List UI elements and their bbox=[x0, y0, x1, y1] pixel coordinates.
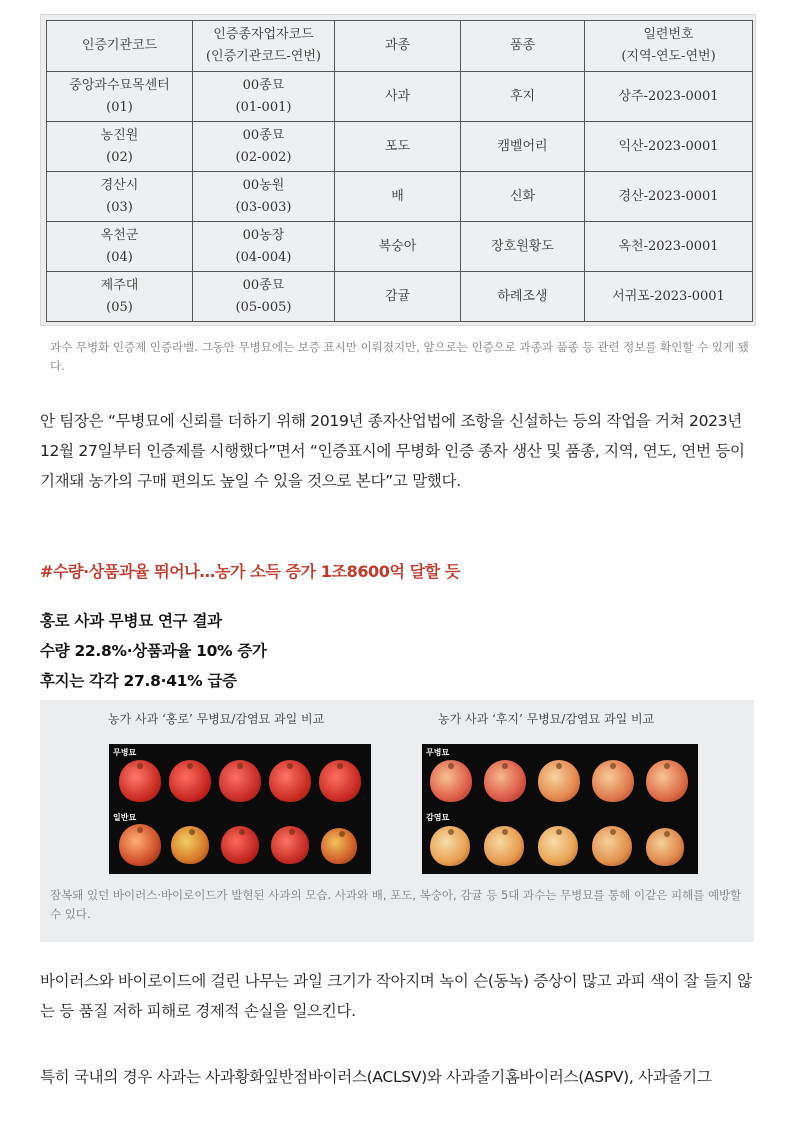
fuji-apple-photo bbox=[422, 744, 698, 874]
table-cell: 제주대 (05) bbox=[47, 272, 193, 322]
table-cell: 캠벨어리 bbox=[461, 122, 585, 172]
apple-image bbox=[219, 760, 261, 802]
apple-image bbox=[484, 826, 524, 866]
summary-line: 홍로 사과 무병묘 연구 결과 bbox=[40, 612, 222, 630]
figure-caption: 잠복돼 있던 바이러스·바이로이드가 발현된 사과의 모습. 사과와 배, 포도, 복숭아, 감귤 등 5대 과수는 무병묘를 통해 이같은 피해를 예방할 수 있다. bbox=[50, 888, 742, 921]
apple-image bbox=[319, 760, 361, 802]
table-row bbox=[47, 122, 753, 172]
apple-image bbox=[538, 760, 580, 802]
table-cell: 배 bbox=[335, 172, 461, 222]
header-fruit-type: 과종 bbox=[335, 21, 461, 72]
table-cell: 옥천-2023-0001 bbox=[585, 222, 753, 272]
table-cell: 옥천군 (04) bbox=[47, 222, 193, 272]
summary-line: 수량 22.8%·상품과율 10% 증가 bbox=[40, 642, 267, 660]
table-row bbox=[47, 72, 753, 122]
table-cell: 포도 bbox=[335, 122, 461, 172]
apple-image bbox=[592, 760, 634, 802]
apple-image bbox=[484, 760, 526, 802]
apple-image bbox=[321, 828, 357, 864]
header-cert-agency-code: 인증기관코드 bbox=[47, 21, 193, 72]
article-paragraph: 바이러스와 바이로이드에 걸린 나무는 과일 크기가 작아지며 녹이 슨(동녹) 증상이 많고 과피 색이 잘 들지 않는 등 품질 저하 피해로 경제적 손실을 일으킨다. bbox=[40, 972, 752, 1020]
table-cell: 서귀포-2023-0001 bbox=[585, 272, 753, 322]
apple-image bbox=[592, 826, 632, 866]
summary-line: 후지는 각각 27.8·41% 급증 bbox=[40, 672, 237, 690]
apple-image bbox=[646, 828, 684, 866]
table-cell: 복숭아 bbox=[335, 222, 461, 272]
table-cell: 농진원 (02) bbox=[47, 122, 193, 172]
table-row bbox=[47, 172, 753, 222]
hongro-figure-title: 농가 사과 ‘홍로’ 무병묘/감염묘 과일 비교 bbox=[108, 712, 325, 726]
table-header-row bbox=[47, 21, 753, 72]
infected-seedling-label: 감염묘 bbox=[426, 813, 450, 822]
apple-comparison-figure bbox=[40, 700, 754, 942]
table-cell: 00종묘 (01-001) bbox=[193, 72, 335, 122]
certification-table-figure bbox=[40, 14, 756, 326]
header-serial-number: 일련번호 (지역-연도-연번) bbox=[585, 21, 753, 72]
research-summary bbox=[40, 606, 267, 696]
table-cell: 사과 bbox=[335, 72, 461, 122]
article-paragraph: 특히 국내의 경우 사과는 사과황화잎반점바이러스(ACLSV)와 사과줄기홈바이러스(ASPV), 사과줄기그 bbox=[40, 1068, 712, 1086]
table-cell: 익산-2023-0001 bbox=[585, 122, 753, 172]
fuji-figure-title: 농가 사과 ‘후지’ 무병묘/감염묘 과일 비교 bbox=[438, 712, 655, 726]
table-cell: 00농장 (04-004) bbox=[193, 222, 335, 272]
table-row bbox=[47, 222, 753, 272]
apple-image bbox=[271, 826, 309, 864]
certification-label-table bbox=[46, 20, 753, 322]
table-cell: 00종묘 (05-005) bbox=[193, 272, 335, 322]
table-row bbox=[47, 272, 753, 322]
apple-image bbox=[169, 760, 211, 802]
section-subheading: #수량·상품과율 뛰어나…농가 소득 증가 1조8600억 달할 듯 bbox=[40, 562, 461, 581]
hongro-apple-photo bbox=[109, 744, 371, 874]
virus-free-label: 무병묘 bbox=[426, 748, 450, 757]
table-cell: 장호원황도 bbox=[461, 222, 585, 272]
apple-image bbox=[171, 826, 209, 864]
apple-image bbox=[269, 760, 311, 802]
apple-image bbox=[430, 826, 470, 866]
table-caption: 과수 무병화 인증제 인증라벨. 그동안 무병묘에는 보증 표시만 이뤄졌지만, 앞으로는 인증으로 과종과 품종 등 관련 정보를 확인할 수 있게 됐다. bbox=[50, 340, 749, 373]
virus-free-label: 무병묘 bbox=[113, 748, 137, 757]
table-cell: 후지 bbox=[461, 72, 585, 122]
table-cell: 경산-2023-0001 bbox=[585, 172, 753, 222]
table-cell: 경산시 (03) bbox=[47, 172, 193, 222]
header-variety: 품종 bbox=[461, 21, 585, 72]
table-cell: 상주-2023-0001 bbox=[585, 72, 753, 122]
table-cell: 하례조생 bbox=[461, 272, 585, 322]
apple-image bbox=[538, 826, 578, 866]
table-cell: 중앙과수묘목센터 (01) bbox=[47, 72, 193, 122]
apple-image bbox=[221, 826, 259, 864]
table-cell: 감귤 bbox=[335, 272, 461, 322]
apple-image bbox=[646, 760, 688, 802]
normal-seedling-label: 일반묘 bbox=[113, 813, 137, 822]
apple-image bbox=[119, 824, 161, 866]
table-cell: 00종묘 (02-002) bbox=[193, 122, 335, 172]
article-paragraph: 안 팀장은 “무병묘에 신뢰를 더하기 위해 2019년 종자산업법에 조항을 신설하는 등의 작업을 거쳐 2023년 12월 27일부터 인증제를 시행했다”면서 “인증표시에 무병화 인증 종자 생산 및 품종, 지역, 연도, 연번 등이 기재돼 농가의 구매 편의도 높일 수 있을 것으로 본다”고 말했다. bbox=[40, 412, 745, 490]
apple-image bbox=[430, 760, 472, 802]
table-cell: 00농원 (03-003) bbox=[193, 172, 335, 222]
header-seed-company-code: 인증종자업자코드 (인증기관코드-연번) bbox=[193, 21, 335, 72]
apple-image bbox=[119, 760, 161, 802]
table-cell: 신화 bbox=[461, 172, 585, 222]
